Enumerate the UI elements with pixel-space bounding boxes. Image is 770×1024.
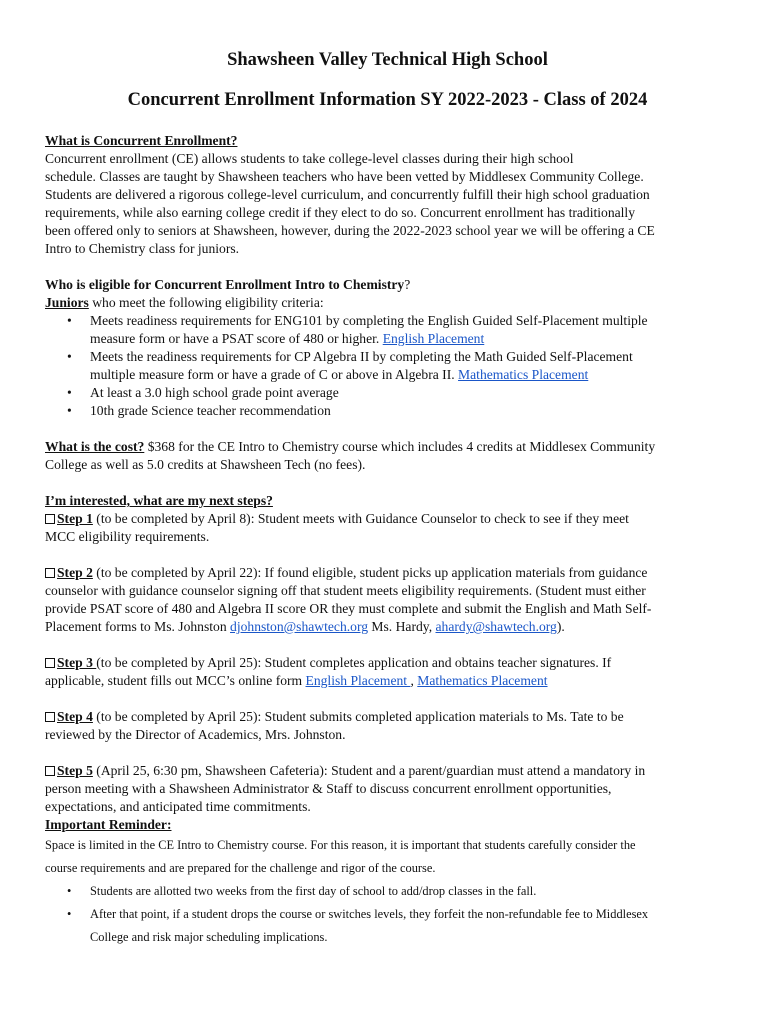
- step3-text: (to be completed by April 25): Student completes application and obtains teacher signatures. If: [96, 655, 612, 670]
- reminder-item-text: Students are allotted two weeks from the first day of school to add/drop classes in the fall.: [90, 884, 537, 898]
- step4-label: Step 4: [57, 709, 93, 724]
- step4-block: [45, 708, 730, 744]
- bullet: •: [67, 884, 72, 898]
- reminder-text: course requirements and are prepared for the challenge and rigor of the course.: [45, 861, 436, 875]
- step5-block: [45, 762, 730, 834]
- section-what: [45, 132, 730, 258]
- cost-text: $368 for the CE Intro to Chemistry course which includes 4 credits at Middlesex Community: [144, 439, 656, 454]
- bullet: •: [67, 907, 72, 921]
- step5-text: person meeting with a Shawsheen Administrator & Staff to discuss concurrent enrollment opportunities,: [45, 781, 612, 796]
- step4-text: (to be completed by April 25): Student submits completed application materials to Ms. Tate to be: [92, 709, 624, 724]
- what-line: Concurrent enrollment (CE) allows students to take college-level classes during their high school: [45, 151, 574, 166]
- cost-heading: What is the cost?: [45, 439, 145, 454]
- reminder-item-text: College and risk major scheduling implications.: [90, 930, 328, 944]
- list-item: [45, 384, 730, 402]
- step1-text: MCC eligibility requirements.: [45, 529, 210, 544]
- step2-text: counselor with guidance counselor signing off that student meets eligibility requirements. (Student must either: [45, 583, 646, 598]
- section-eligibility: [45, 276, 730, 420]
- list-item: [45, 312, 730, 348]
- eligibility-heading: Who is eligible for Concurrent Enrollment Intro to Chemistry: [45, 277, 405, 292]
- bullet: •: [67, 349, 72, 364]
- checkbox-icon: [45, 658, 55, 668]
- reminder-list: [45, 880, 730, 949]
- eligibility-heading-qmark: ?: [404, 277, 411, 292]
- checkbox-icon: [45, 712, 55, 722]
- section-cost: [45, 438, 730, 474]
- step3-label: Step 3: [57, 655, 97, 670]
- criteria-intro: who meet the following eligibility criteria:: [88, 295, 324, 310]
- step3-block: [45, 654, 730, 690]
- list-item: [45, 348, 730, 384]
- bullet: •: [67, 313, 72, 328]
- step4-text: reviewed by the Director of Academics, Mrs. Johnston.: [45, 727, 346, 742]
- section-reminder: [45, 834, 730, 949]
- reminder-item-text: After that point, if a student drops the course or switches levels, they forfeit the non-refundable fee to Middlesex: [90, 907, 649, 921]
- criterion-text: multiple measure form or have a grade of C or above in Algebra II.: [90, 367, 459, 382]
- bullet: •: [67, 403, 72, 418]
- section-next-steps: [45, 492, 730, 546]
- link-separator: ,: [410, 673, 418, 688]
- list-item: [45, 903, 730, 949]
- criterion-text: 10th grade Science teacher recommendation: [90, 403, 331, 418]
- list-item: [45, 402, 730, 420]
- step2-text: Ms. Hardy,: [368, 619, 436, 634]
- step5-text: (April 25, 6:30 pm, Shawsheen Cafeteria): Student and a parent/guardian must attend a mandatory in: [92, 763, 646, 778]
- list-item: [45, 880, 730, 903]
- step2-text: Placement forms to Ms. Johnston: [45, 619, 231, 634]
- step1-text: (to be completed by April 8): Student meets with Guidance Counselor to check to see if they meet: [92, 511, 629, 526]
- step3-text: applicable, student fills out MCC’s online form: [45, 673, 306, 688]
- what-line: Students are delivered a rigorous college-level curriculum, and concurrently fulfill their high school graduation: [45, 187, 650, 202]
- next-steps-heading: I’m interested, what are my next steps?: [45, 493, 273, 508]
- criterion-text: measure form or have a PSAT score of 480 or higher.: [90, 331, 383, 346]
- english-placement-link[interactable]: English Placement: [305, 673, 411, 688]
- what-line: been offered only to seniors at Shawsheen, however, during the 2022-2023 school year we will be offering a CE: [45, 223, 655, 238]
- cost-text: College as well as 5.0 credits at Shawsheen Tech (no fees).: [45, 457, 366, 472]
- reminder-text: Space is limited in the CE Intro to Chemistry course. For this reason, it is important that students carefully consider the: [45, 838, 636, 852]
- juniors-label: Juniors: [45, 295, 89, 310]
- mathematics-placement-link[interactable]: Mathematics Placement: [458, 367, 589, 382]
- english-placement-link[interactable]: English Placement: [382, 331, 485, 346]
- reminder-heading: Important Reminder:: [45, 817, 172, 832]
- email-johnston-link[interactable]: djohnston@shawtech.org: [230, 619, 369, 634]
- checkbox-icon: [45, 766, 55, 776]
- mathematics-placement-link[interactable]: Mathematics Placement: [417, 673, 548, 688]
- what-line: schedule. Classes are taught by Shawsheen teachers who have been vetted by Middlesex Community College.: [45, 169, 644, 184]
- criterion-text: At least a 3.0 high school grade point average: [90, 385, 339, 400]
- step1-label: Step 1: [57, 511, 93, 526]
- criterion-text: Meets readiness requirements for ENG101 by completing the English Guided Self-Placement multiple: [90, 313, 648, 328]
- step2-block: [45, 564, 730, 636]
- document-page: [45, 44, 730, 949]
- school-title: Shawsheen Valley Technical High School: [227, 50, 548, 70]
- what-line: requirements, while also earning college credit if they elect to do so. Concurrent enrollment has traditionally: [45, 205, 636, 220]
- step5-text: expectations, and anticipated time commitments.: [45, 799, 311, 814]
- checkbox-icon: [45, 568, 55, 578]
- what-line: Intro to Chemistry class for juniors.: [45, 241, 240, 256]
- step2-label: Step 2: [57, 565, 93, 580]
- step2-text: ).: [556, 619, 565, 634]
- step2-text: provide PSAT score of 480 and Algebra II score OR they must complete and submit the English and Math Self-: [45, 601, 652, 616]
- criterion-text: Meets the readiness requirements for CP Algebra II by completing the Math Guided Self-Placement: [90, 349, 633, 364]
- checkbox-icon: [45, 514, 55, 524]
- what-heading: What is Concurrent Enrollment?: [45, 133, 238, 148]
- step2-text: (to be completed by April 22): If found eligible, student picks up application materials from guidance: [92, 565, 648, 580]
- step5-label: Step 5: [57, 763, 93, 778]
- document-title: Concurrent Enrollment Information SY 2022-2023 - Class of 2024: [127, 90, 648, 110]
- bullet: •: [67, 385, 72, 400]
- email-hardy-link[interactable]: ahardy@shawtech.org: [435, 619, 557, 634]
- eligibility-list: [45, 312, 730, 420]
